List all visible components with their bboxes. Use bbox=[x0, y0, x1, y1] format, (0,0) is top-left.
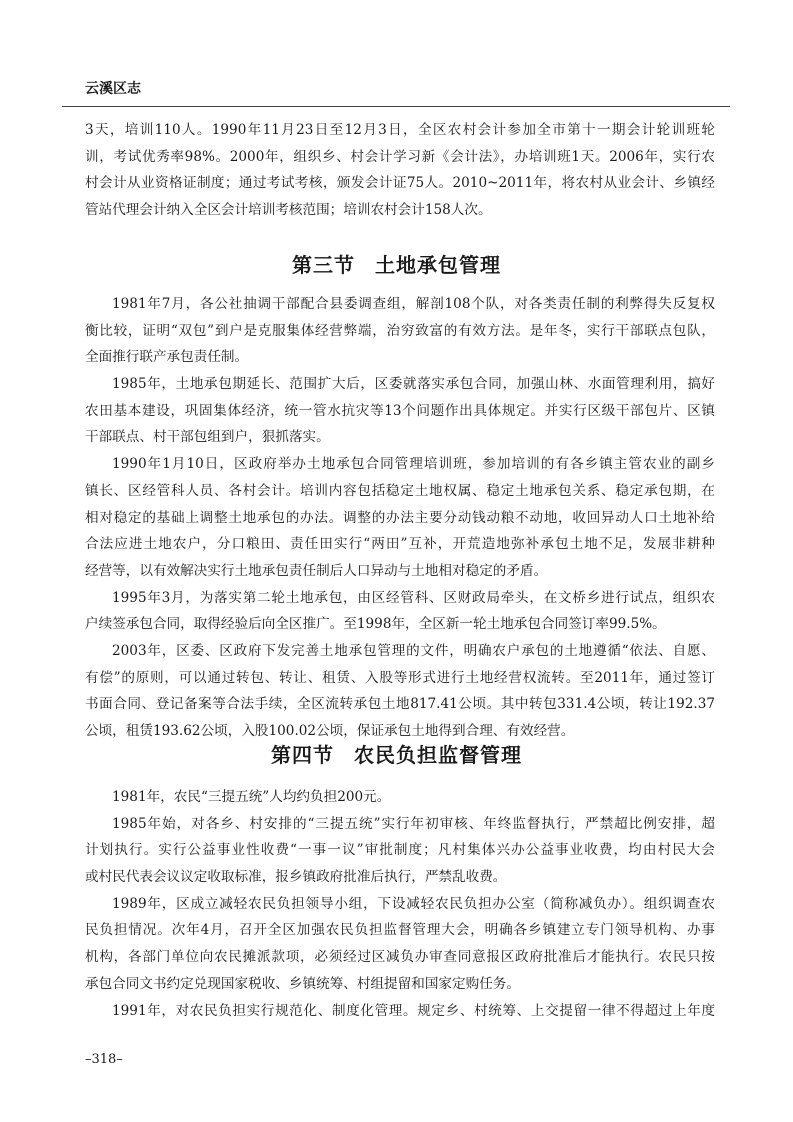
text-line: 镇长、区经管科人员、各村会计。培训内容包括稳定土地权属、稳定土地承包关系、稳定承包期，在 bbox=[85, 482, 715, 499]
paragraph bbox=[85, 291, 715, 371]
section-3-number: 第三节 bbox=[292, 253, 355, 277]
paragraph bbox=[85, 998, 715, 1025]
text-line: 1981年7月，各公社抽调干部配合县委调查组，解剖108个队，对各类责任制的利弊得失反复权 bbox=[112, 296, 715, 312]
section-3-title: 土地承包管理 bbox=[375, 253, 501, 277]
text-line: 1991年，对农民负担实行规范化、制度化管理。规定乡、村统筹、上交提留一律不得超过上年度 bbox=[112, 1002, 715, 1019]
paragraph bbox=[85, 585, 715, 638]
text-line: 1981年，农民“三提五统”人均约负担200元。 bbox=[112, 789, 391, 805]
paragraph bbox=[85, 784, 715, 811]
text-line: 村会计从业资格证制度；通过考试考核，颁发会计证75人。2010~2011年，将农村从业会计、乡镇经 bbox=[85, 175, 715, 192]
text-line: 衡比较，证明“双包”到户是克服集体经营弊端，治穷致富的有效方法。是年冬，实行干部联点包队， bbox=[85, 322, 715, 339]
text-line: 2003年，区委、区政府下发完善土地承包管理的文件，明确农户承包的土地遵循“依法、自愿、 bbox=[112, 642, 715, 659]
text-line: 1985年始，对各乡、村安排的“三提五统”实行年初审核、年终监督执行，严禁超比例安排，超 bbox=[112, 815, 715, 832]
text-line: 全面推行联产承包责任制。 bbox=[85, 349, 249, 366]
text-line: 机构，各部门单位向农民摊派款项，必须经过区减负办审查同意报区政府批准后才能执行。农民只按 bbox=[85, 949, 715, 966]
text-line: 管站代理会计纳入全区会计培训考核范围；培训农村会计158人次。 bbox=[85, 202, 492, 219]
text-line: 3天，培训110人。1990年11月23日至12月3日，全区农村会计参加全市第十一期会计轮训班轮 bbox=[85, 122, 715, 138]
text-line: 1995年3月，为落实第二轮土地承包，由区经管科、区财政局牵头，在文桥乡进行试点，组织农 bbox=[112, 589, 715, 606]
text-line: 承包合同文书约定兑现国家税收、乡镇统筹、村组提留和国家定购任务。 bbox=[85, 975, 520, 992]
text-line: 农田基本建设，巩固集体经济，统一管水抗灾等13个问题作出具体规定。并实行区级干部包片、区镇 bbox=[85, 402, 715, 419]
paragraph bbox=[85, 371, 715, 451]
section-3-body bbox=[85, 291, 715, 745]
section-4-heading bbox=[0, 739, 793, 768]
section-4-title: 农民负担监督管理 bbox=[354, 743, 522, 767]
text-line: 或村民代表会议议定收取标准，报乡镇政府批准后执行，严禁乱收费。 bbox=[85, 869, 507, 886]
text-line: 1985年，土地承包期延长、范围扩大后，区委就落实承包合同，加强山林、水面管理利用，搞好 bbox=[112, 376, 715, 393]
page-number: –318– bbox=[85, 1052, 123, 1067]
text-line: 1990年1月10日，区政府举办土地承包合同管理培训班，参加培训的有各乡镇主管农业的副乡 bbox=[112, 456, 715, 473]
text-line: 书面合同、登记备案等合法手续，全区流转承包土地817.41公顷。其中转包331.4公顷，转让192.37 bbox=[85, 696, 715, 713]
text-line: 计划执行。实行公益事业性收费“一事一议”审批制度；凡村集体兴办公益事业收费，均由村民大会 bbox=[85, 842, 715, 859]
text-line: 有偿”的原则，可以通过转包、转让、租赁、入股等形式进行土地经营权流转。至2011年，通过签订 bbox=[85, 669, 715, 686]
text-line: 相对稳定的基础上调整土地承包的办法。调整的办法主要分动钱动粮不动地，收回异动人口土地补给 bbox=[85, 509, 715, 526]
paragraph bbox=[85, 451, 715, 584]
paragraph bbox=[85, 891, 715, 998]
text-line: 合法应进土地农户，分口粮田、责任田实行“两田”互补，开荒造地弥补承包土地不足，发展非耕种 bbox=[85, 536, 715, 553]
paragraph bbox=[85, 811, 715, 891]
text-line: 公顷，租赁193.62公顷，入股100.02公顷，保证承包土地得到合理、有效经营。 bbox=[85, 723, 575, 739]
intro-text bbox=[85, 117, 715, 224]
text-line: 干部联点、村干部包组到户，狠抓落实。 bbox=[85, 429, 330, 446]
header-rule bbox=[62, 106, 730, 107]
text-line: 户续签承包合同，取得经验后向全区推广。至1998年，全区新一轮土地承包合同签订率99.5%。 bbox=[85, 616, 666, 633]
text-line: 经营等，以有效解决实行土地承包责任制后人口异动与土地相对稳定的矛盾。 bbox=[85, 562, 548, 579]
paragraph bbox=[85, 638, 715, 745]
text-line: 民负担情况。次年4月，召开全区加强农民负担监督管理大会，明确各乡镇建立专门领导机构、办事 bbox=[85, 922, 715, 939]
running-head-book-title: 云溪区志 bbox=[85, 81, 141, 97]
paragraph bbox=[85, 117, 715, 224]
text-line: 1989年，区成立减轻农民负担领导小组，下设减轻农民负担办公室（简称减负办）。组织调查农 bbox=[112, 895, 715, 912]
section-4-number: 第四节 bbox=[271, 743, 334, 767]
section-3-heading bbox=[0, 249, 793, 278]
text-line: 训，考试优秀率98%。2000年，组织乡、村会计学习新《会计法》，办培训班1天。2006年，实行农 bbox=[85, 148, 715, 165]
section-4-body bbox=[85, 784, 715, 1024]
